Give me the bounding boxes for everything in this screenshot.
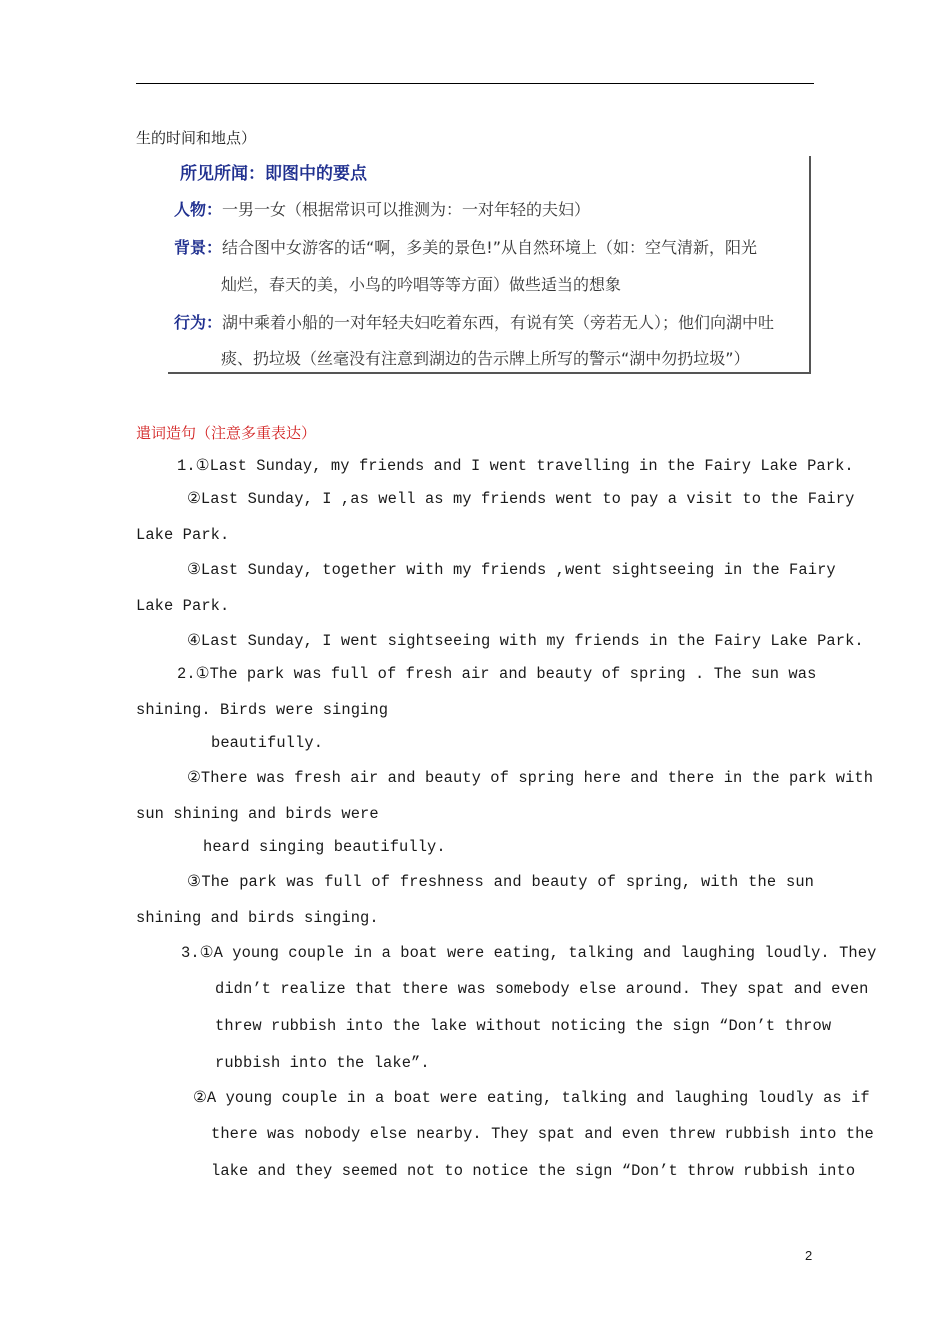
sentence-3-1c: threw rubbish into the lake without noticing the sign “Don’t throw <box>215 1017 832 1035</box>
background-label: 背景： <box>174 238 223 257</box>
header-rule <box>136 83 814 84</box>
background-row <box>174 235 757 258</box>
action-line2: 痰、扔垃圾（丝毫没有注意到湖边的告示牌上所写的警示“湖中勿扔垃圾”） <box>221 349 750 368</box>
sentence-3-1b: didn’t realize that there was somebody else around. They spat and even <box>215 980 869 998</box>
sentence-2-1a: 2.①The park was full of fresh air and beauty of spring . The sun was <box>177 665 817 683</box>
intro-fragment: 生的时间和地点） <box>136 129 257 147</box>
sentence-1-1: 1.①Last Sunday, my friends and I went travelling in the Fairy Lake Park. <box>177 457 854 475</box>
sentence-2-2a: ②There was fresh air and beauty of spring here and there in the park with <box>187 769 874 787</box>
background-line1: 结合图中女游客的话“啊，多美的景色!”从自然环境上（如：空气清新，阳光 <box>222 238 758 257</box>
sentence-3-1a: 3.①A young couple in a boat were eating, talking and laughing loudly. They <box>181 944 877 962</box>
section-title: 遣词造句（注意多重表达） <box>136 424 317 442</box>
sentence-3-2b: there was nobody else nearby. They spat and even threw rubbish into the <box>211 1125 874 1143</box>
background-line2: 灿烂，春天的美，小鸟的吟唱等等方面）做些适当的想象 <box>221 275 622 294</box>
sentence-1-2b: Lake Park. <box>136 526 230 544</box>
sentence-3-2c: lake and they seemed not to notice the sign “Don’t throw rubbish into <box>211 1162 856 1180</box>
sentence-2-1b: shining. Birds were singing <box>136 701 389 719</box>
action-line1: 湖中乘着小船的一对年轻夫妇吃着东西，有说有笑（旁若无人）；他们向湖中吐 <box>222 313 775 332</box>
sentence-3-1d: rubbish into the lake”. <box>215 1054 430 1072</box>
sentence-1-2a: ②Last Sunday, I ,as well as my friends went to pay a visit to the Fairy <box>187 490 855 508</box>
sentence-3-2a: ②A young couple in a boat were eating, talking and laughing loudly as if <box>193 1089 870 1107</box>
sentence-1-4: ④Last Sunday, I went sightseeing with my friends in the Fairy Lake Park. <box>187 632 864 650</box>
sentence-2-3a: ③The park was full of freshness and beauty of spring, with the sun <box>187 873 814 891</box>
people-label: 人物： <box>174 200 223 219</box>
sentence-2-2c: heard singing beautifully. <box>203 838 446 856</box>
sentence-2-3b: shining and birds singing. <box>136 909 379 927</box>
people-text: 一男一女（根据常识可以推测为：一对年轻的夫妇） <box>222 200 591 219</box>
sentence-2-2b: sun shining and birds were <box>136 805 379 823</box>
sentence-1-3b: Lake Park. <box>136 597 230 615</box>
action-row <box>174 310 774 333</box>
box-heading: 所见所闻：即图中的要点 <box>180 164 367 184</box>
key-points-image <box>168 156 811 374</box>
sentence-2-1c: beautifully. <box>211 734 324 752</box>
sentence-1-3a: ③Last Sunday, together with my friends ,went sightseeing in the Fairy <box>187 561 836 579</box>
page-number: 2 <box>805 1248 813 1263</box>
action-label: 行为： <box>174 313 223 332</box>
people-row <box>174 197 590 220</box>
